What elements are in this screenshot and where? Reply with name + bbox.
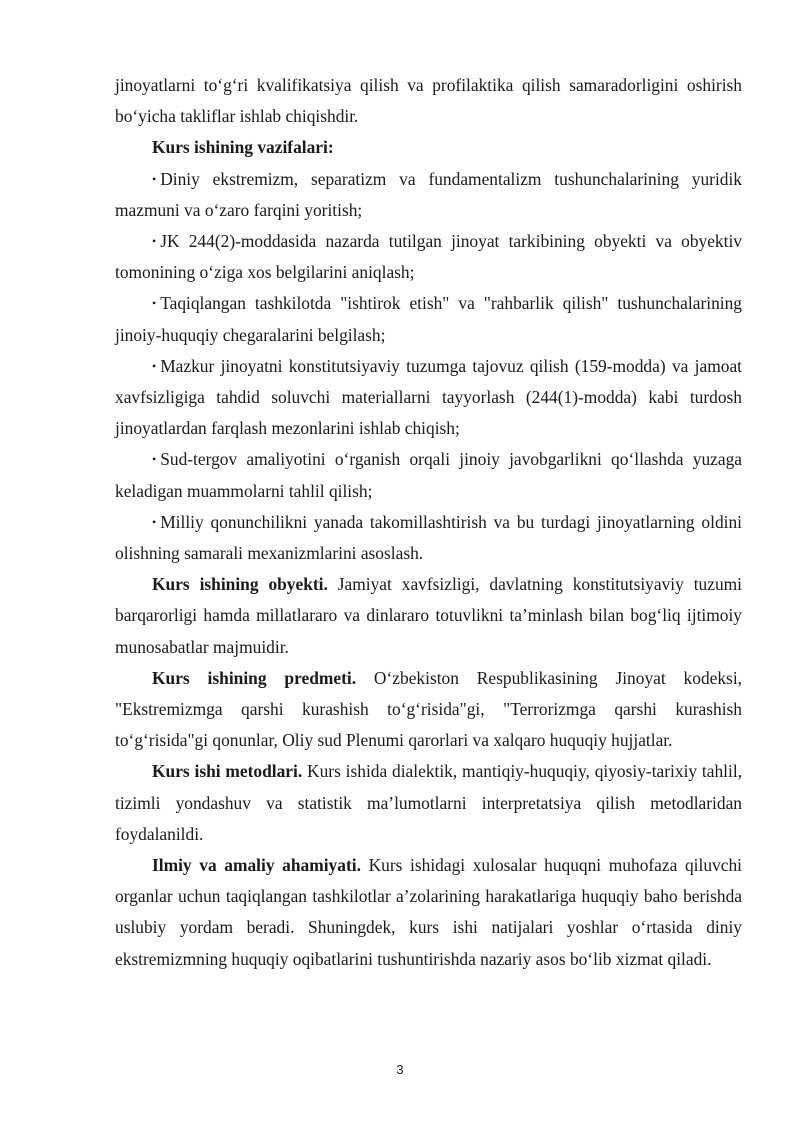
subject-paragraph xyxy=(115,663,742,757)
bullet-icon: • xyxy=(152,234,157,249)
task-item xyxy=(115,507,742,569)
object-paragraph xyxy=(115,569,742,663)
bullet-icon: • xyxy=(152,358,157,373)
task-text: Mazkur jinoyatni konstitutsiyaviy tuzumga tajovuz qilish (159-modda) va jamoat xavfsizligiga tahdid soluvchi materiallarni tayyorlash (244(1)-modda) kabi turdosh jinoyatlardan farqlash mezonlarini ishlab chiqish; xyxy=(115,355,742,439)
task-text: JK 244(2)-moddasida nazarda tutilgan jinoyat tarkibining obyekti va obyektiv tomonining o‘ziga xos belgilarini aniqlash; xyxy=(115,231,742,283)
task-text: Taqiqlangan tashkilotda "ishtirok etish" va "rahbarlik qilish" tushunchalarining jinoiy-huquqiy chegaralarini belgilash; xyxy=(115,293,742,345)
subject-label: Kurs ishining predmeti. xyxy=(152,667,357,688)
document-page xyxy=(115,70,742,975)
task-text: Diniy ekstremizm, separatizm va fundamentalizm tushunchalarining yuridik mazmuni va o‘zaro farqini yoritish; xyxy=(115,168,742,220)
methods-paragraph xyxy=(115,756,742,850)
tasks-heading xyxy=(115,132,742,163)
task-item xyxy=(115,226,742,288)
methods-text: Kurs ishida dialektik, mantiqiy-huquqiy, qiyosiy-tarixiy tahlil, tizimli yondashuv va statistik ma’lumotlarni interpretatsiya qilish metodlaridan foydalanildi. xyxy=(115,761,742,844)
significance-text: Kurs ishidagi xulosalar huquqni muhofaza qiluvchi organlar uchun taqiqlangan tashkilotlar a’zolarining harakatlariga huquqiy baho berishda uslubiy yordam beradi. Shuningdek, kurs ishi natijalari yoshlar o‘rtasida diniy ekstremizmning huquqiy oqibatlarini tushuntirishda nazariy asos bo‘lib xizmat qiladi. xyxy=(115,855,742,969)
task-item xyxy=(115,164,742,226)
bullet-icon: • xyxy=(152,296,157,311)
task-item xyxy=(115,444,742,506)
bullet-icon: • xyxy=(152,514,157,529)
significance-label: Ilmiy va amaliy ahamiyati. xyxy=(152,855,361,876)
task-text: Milliy qonunchilikni yanada takomillashtirish va bu turdagi jinoyatlarning oldini olishning samarali mexanizmlarini asoslash. xyxy=(115,511,742,564)
object-text: Jamiyat xavfsizligi, davlatning konstitutsiyaviy tuzumi barqarorligi hamda millatlararo va dinlararo totuvlikni ta’minlash bilan bog‘liq ijtimoiy munosabatlar majmuidir. xyxy=(115,574,742,657)
object-label: Kurs ishining obyekti. xyxy=(152,574,328,595)
significance-paragraph xyxy=(115,850,742,975)
bullet-icon: • xyxy=(152,452,157,467)
page-number: 3 xyxy=(396,1062,404,1077)
subject-text: O‘zbekiston Respublikasining Jinoyat kodeksi, "Ekstremizmga qarshi kurashish to‘g‘risida"gi, "Terrorizmga qarshi kurashish to‘g‘risida"gi qonunlar, Oliy sud Plenumi qarorlari va xalqaro huquqiy hujjatlar. xyxy=(115,667,743,751)
task-text: Sud-tergov amaliyotini o‘rganish orqali jinoiy javobgarlikni qo‘llashda yuzaga keladigan muammolarni tahlil qilish; xyxy=(115,449,742,501)
task-item xyxy=(115,351,742,445)
methods-label: Kurs ishi metodlari. xyxy=(152,761,303,782)
task-item xyxy=(115,288,742,350)
bullet-icon: • xyxy=(152,171,157,186)
intro-paragraph: jinoyatlarni to‘g‘ri kvalifikatsiya qilish va profilaktika qilish samaradorligini oshirish bo‘yicha takliflar ishlab chiqishdir. xyxy=(115,75,742,127)
tasks-heading-text: Kurs ishining vazifalari: xyxy=(152,137,334,158)
